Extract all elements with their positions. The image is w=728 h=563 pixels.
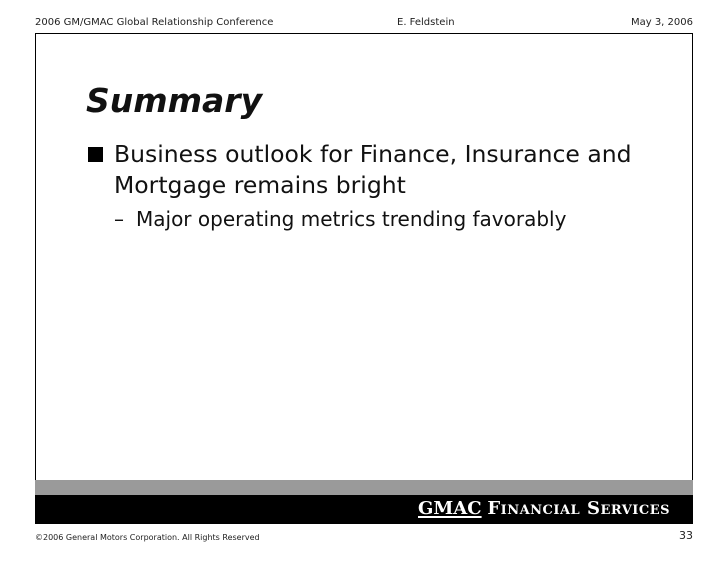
bullet-square-icon <box>88 147 103 162</box>
page-number: 33 <box>679 529 693 542</box>
logo-gmac-text: GMAC <box>418 498 482 519</box>
header-conference-title: 2006 GM/GMAC Global Relationship Conference <box>35 17 274 28</box>
copyright-notice: ©2006 General Motors Corporation. All Rights Reserved <box>35 533 260 542</box>
sub-bullet-text: Major operating metrics trending favorably <box>136 207 567 231</box>
header-date: May 3, 2006 <box>630 17 693 28</box>
slide-title: Summary <box>86 81 263 120</box>
logo-financial-services-text: Financial Services <box>487 498 671 519</box>
header-presenter: E. Feldstein <box>397 17 455 28</box>
bullet-text-line: Mortgage remains bright <box>114 171 406 199</box>
sub-bullet-dash: – <box>114 207 124 231</box>
footer-gray-band <box>35 480 693 495</box>
gmac-logo <box>418 497 670 521</box>
bullet-text-line: Business outlook for Finance, Insurance and <box>114 140 632 168</box>
